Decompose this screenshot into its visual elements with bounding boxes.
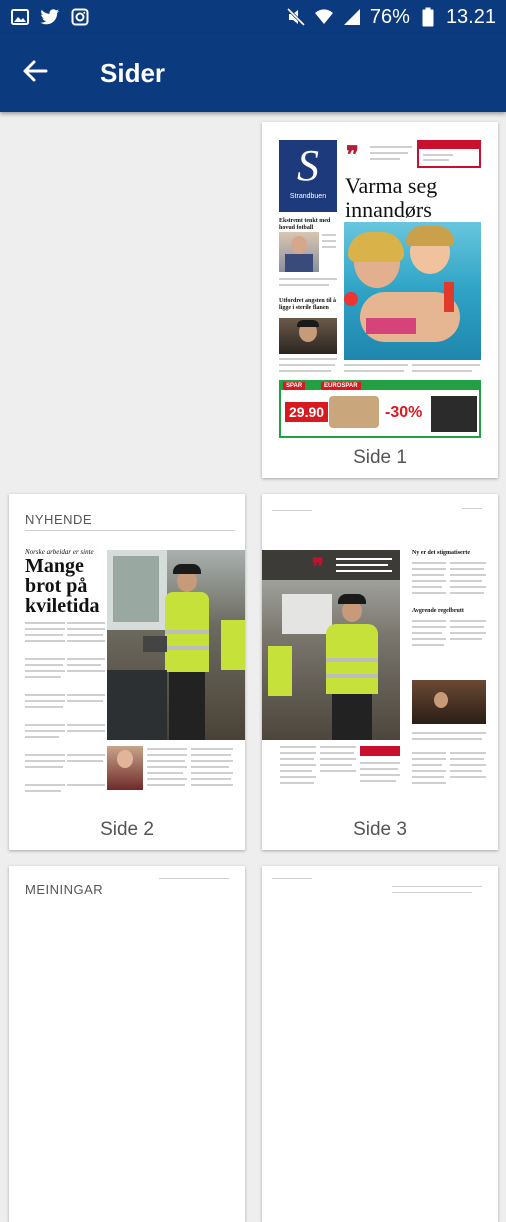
mute-icon bbox=[286, 7, 306, 27]
twitter-icon bbox=[40, 7, 60, 27]
photo-workers bbox=[107, 550, 245, 740]
photo-portrait bbox=[107, 746, 143, 790]
side-story-2: Utfordret angsten til å ligge i sterile flanen bbox=[279, 298, 337, 311]
arrow-left-icon bbox=[22, 58, 48, 89]
ad-discount: -30% bbox=[385, 404, 423, 421]
page-label: Side 2 bbox=[100, 819, 154, 840]
front-headline: Varma seg innandørs bbox=[345, 173, 438, 222]
page-card-2[interactable] bbox=[9, 494, 245, 850]
wifi-icon bbox=[314, 7, 334, 27]
back-button[interactable] bbox=[0, 34, 70, 112]
ad-price: 29.90 bbox=[285, 402, 328, 422]
bottom-ad bbox=[279, 380, 481, 438]
page-thumbnail bbox=[262, 122, 498, 438]
image-icon bbox=[10, 7, 30, 27]
headline-right-2: Avgrende regelbrutt bbox=[412, 608, 464, 614]
quote-mark: ❞ bbox=[346, 143, 359, 169]
page-label: Side 1 bbox=[353, 447, 407, 468]
page-card-3[interactable] bbox=[262, 494, 498, 850]
status-bar bbox=[0, 0, 506, 34]
top-ad bbox=[417, 140, 481, 168]
ad-brand-eurospar: EUROSPAR bbox=[321, 382, 361, 390]
masthead-letter: S bbox=[297, 141, 319, 190]
masthead-name: Strandbuen bbox=[289, 193, 327, 200]
clock: 13.21 bbox=[445, 5, 496, 28]
page-card-4[interactable] bbox=[9, 866, 245, 1222]
masthead-logo bbox=[279, 140, 337, 212]
photo-small bbox=[412, 680, 486, 724]
battery-icon bbox=[418, 7, 438, 27]
section-label: MEININGAR bbox=[25, 882, 104, 897]
page-card-1[interactable] bbox=[262, 122, 498, 478]
side-photo-2 bbox=[279, 318, 337, 354]
section-label: NYHENDE bbox=[25, 512, 93, 527]
side-story-1: Ekstremt tenkt med hovud fotball bbox=[279, 218, 331, 231]
page-title: Sider bbox=[100, 57, 166, 88]
page-thumbnail bbox=[9, 494, 245, 810]
signal-icon bbox=[342, 7, 362, 27]
side-photo-1 bbox=[279, 232, 319, 272]
page-thumbnail bbox=[262, 494, 498, 810]
page-label: Side 3 bbox=[353, 819, 407, 840]
photo-worker-vest: ❞ bbox=[262, 550, 400, 740]
page-thumbnail bbox=[262, 866, 498, 1182]
ad-brand-spar: SPAR bbox=[283, 382, 305, 390]
headline-right-1: Ny er det stigmatiserte bbox=[412, 550, 471, 556]
instagram-icon bbox=[70, 7, 90, 27]
page-card-5[interactable] bbox=[262, 866, 498, 1222]
battery-percentage: 76% bbox=[369, 5, 410, 28]
page-thumbnail bbox=[9, 866, 245, 1182]
app-bar bbox=[0, 34, 506, 112]
page-headline: Mange brot på kviletida bbox=[25, 555, 100, 617]
kicker: Norske arbeidar er sinte bbox=[25, 548, 94, 556]
main-photo-pool bbox=[344, 222, 481, 360]
